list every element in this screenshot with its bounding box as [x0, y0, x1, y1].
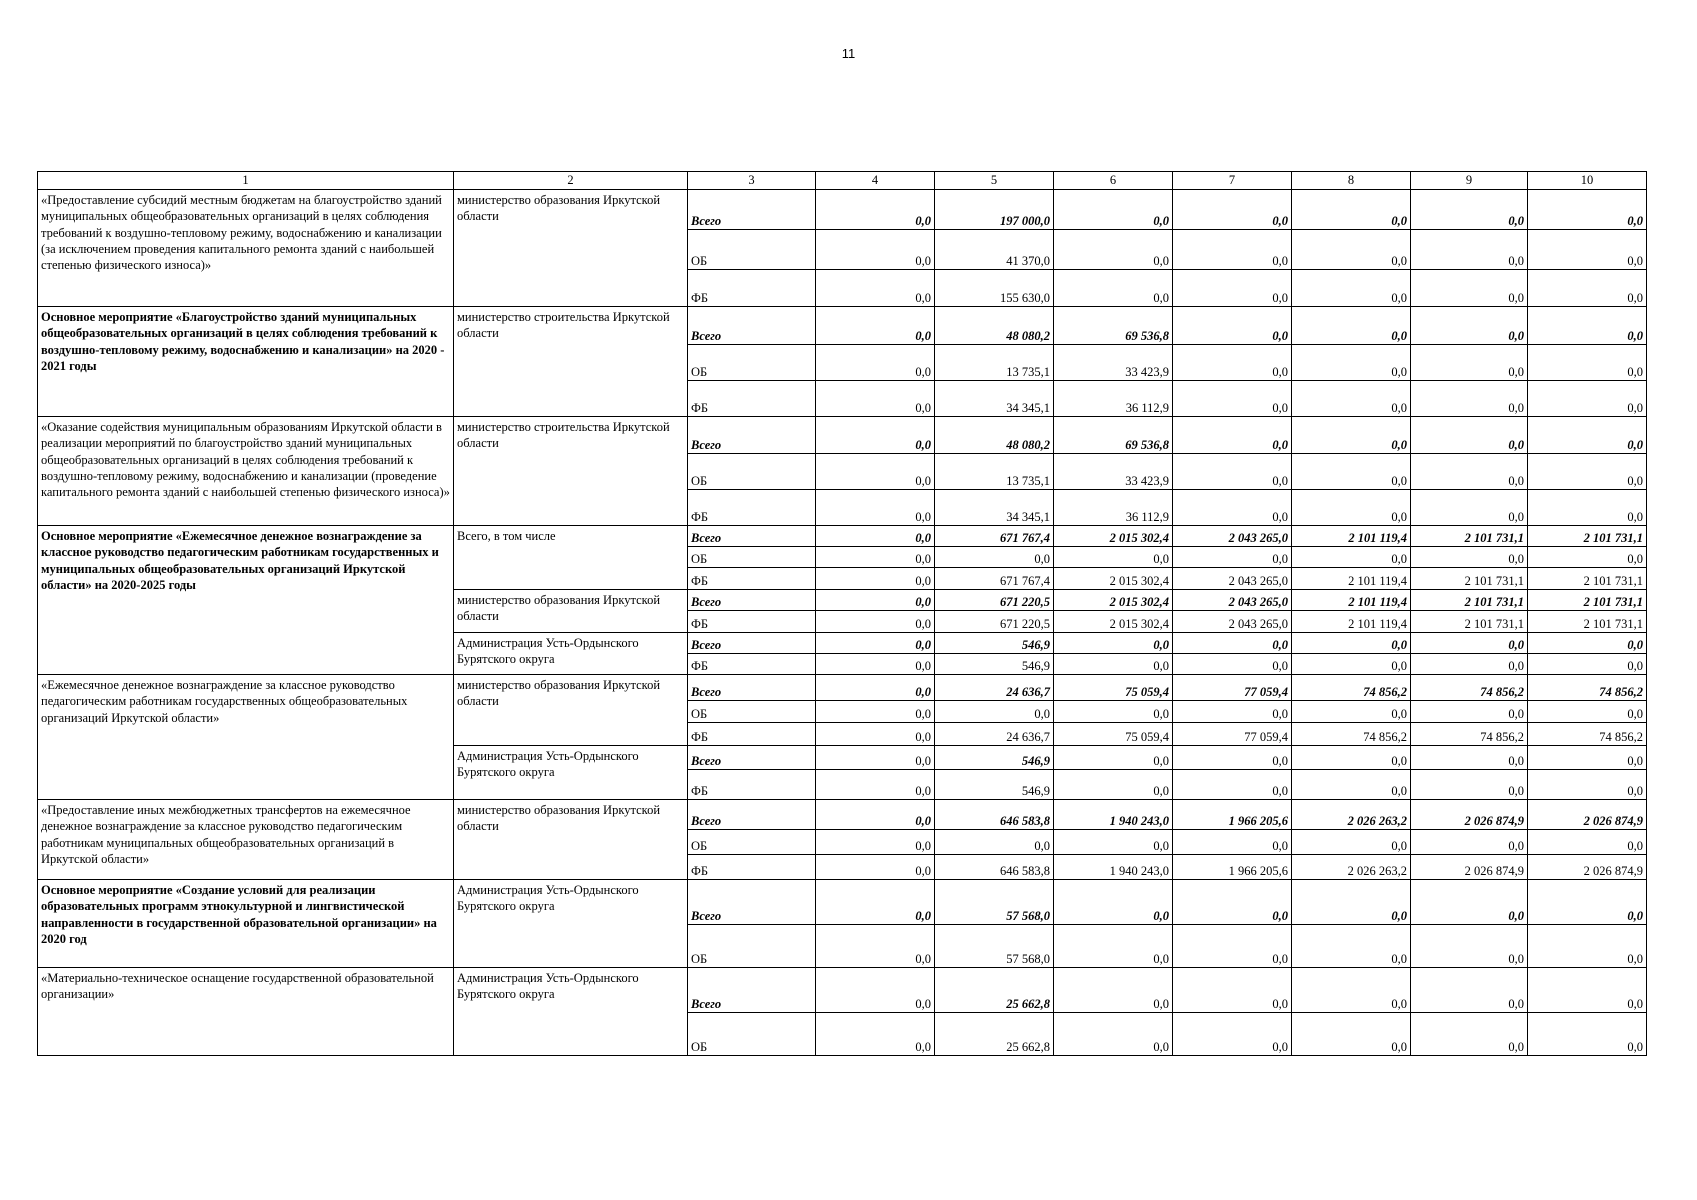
- amount-cell: 2 026 263,2: [1292, 855, 1411, 880]
- funding-source: Всего: [688, 526, 816, 547]
- amount-cell: 197 000,0: [935, 190, 1054, 230]
- measure-name: «Предоставление иных межбюджетных трансфертов на ежемесячное денежное вознаграждение за классное руководство педагогическим работникам муниципальных общеобразовательных организаций в Иркутской области»: [38, 800, 454, 880]
- amount-cell: 0,0: [1054, 547, 1173, 568]
- amount-cell: 2 101 119,4: [1292, 568, 1411, 590]
- amount-cell: 671 767,4: [935, 526, 1054, 547]
- table-row: [38, 675, 1647, 701]
- amount-cell: 2 101 731,1: [1528, 568, 1647, 590]
- funding-source: Всего: [688, 307, 816, 345]
- amount-cell: 2 101 119,4: [1292, 526, 1411, 547]
- amount-cell: 0,0: [1411, 746, 1528, 770]
- table-row: [38, 190, 1647, 230]
- amount-cell: 24 636,7: [935, 675, 1054, 701]
- amount-cell: 13 735,1: [935, 345, 1054, 381]
- amount-cell: 0,0: [1173, 654, 1292, 675]
- amount-cell: 0,0: [1528, 1013, 1647, 1056]
- funding-source: ОБ: [688, 547, 816, 568]
- amount-cell: 0,0: [935, 547, 1054, 568]
- executor-name: министерство строительства Иркутской области: [454, 417, 688, 526]
- measure-name: Основное мероприятие «Благоустройство зданий муниципальных общеобразовательных организаций в целях соблюдения требований к воздушно-тепловому режиму, водоснабжению и канализации» на 2020 - 2021 годы: [38, 307, 454, 417]
- funding-source: ОБ: [688, 925, 816, 968]
- amount-cell: 0,0: [1173, 830, 1292, 855]
- amount-cell: 0,0: [1054, 190, 1173, 230]
- amount-cell: 13 735,1: [935, 454, 1054, 490]
- amount-cell: 74 856,2: [1292, 675, 1411, 701]
- amount-cell: 0,0: [1411, 307, 1528, 345]
- amount-cell: 0,0: [1411, 925, 1528, 968]
- measure-name: «Оказание содействия муниципальным образованиям Иркутской области в реализации мероприятий по благоустройство зданий муниципальных общеобразовательных организаций в целях соблюдения требований к воздушно-тепловому режиму, водоснабжению и канализации (проведение капитального ремонта зданий с наибольшей степенью физического износа)»: [38, 417, 454, 526]
- amount-cell: 0,0: [816, 1013, 935, 1056]
- funding-source: ОБ: [688, 230, 816, 270]
- amount-cell: 0,0: [816, 547, 935, 568]
- amount-cell: 0,0: [1528, 454, 1647, 490]
- amount-cell: 0,0: [816, 675, 935, 701]
- amount-cell: 0,0: [1528, 345, 1647, 381]
- amount-cell: 0,0: [816, 968, 935, 1013]
- amount-cell: 0,0: [816, 633, 935, 654]
- amount-cell: 2 101 731,1: [1528, 526, 1647, 547]
- amount-cell: 0,0: [816, 611, 935, 633]
- amount-cell: 57 568,0: [935, 880, 1054, 925]
- amount-cell: 2 101 119,4: [1292, 611, 1411, 633]
- column-header: 8: [1292, 172, 1411, 190]
- amount-cell: 0,0: [1411, 490, 1528, 526]
- amount-cell: 0,0: [1173, 381, 1292, 417]
- amount-cell: 0,0: [1528, 633, 1647, 654]
- amount-cell: 0,0: [816, 800, 935, 830]
- funding-source: Всего: [688, 675, 816, 701]
- amount-cell: 0,0: [816, 490, 935, 526]
- amount-cell: 0,0: [935, 701, 1054, 723]
- amount-cell: 74 856,2: [1528, 675, 1647, 701]
- table-row: [38, 526, 1647, 547]
- amount-cell: 0,0: [816, 855, 935, 880]
- amount-cell: 0,0: [1292, 381, 1411, 417]
- amount-cell: 0,0: [1528, 654, 1647, 675]
- amount-cell: 0,0: [1054, 770, 1173, 800]
- amount-cell: 77 059,4: [1173, 723, 1292, 746]
- amount-cell: 0,0: [1411, 417, 1528, 454]
- amount-cell: 0,0: [1173, 345, 1292, 381]
- amount-cell: 0,0: [1528, 746, 1647, 770]
- executor-name: Администрация Усть-Ордынского Бурятского округа: [454, 880, 688, 968]
- amount-cell: 0,0: [1054, 654, 1173, 675]
- amount-cell: 0,0: [816, 880, 935, 925]
- amount-cell: 36 112,9: [1054, 490, 1173, 526]
- amount-cell: 69 536,8: [1054, 307, 1173, 345]
- amount-cell: 24 636,7: [935, 723, 1054, 746]
- amount-cell: 0,0: [816, 723, 935, 746]
- amount-cell: 0,0: [1054, 270, 1173, 307]
- amount-cell: 2 015 302,4: [1054, 526, 1173, 547]
- amount-cell: 0,0: [1292, 454, 1411, 490]
- amount-cell: 75 059,4: [1054, 675, 1173, 701]
- amount-cell: 0,0: [1173, 1013, 1292, 1056]
- measure-name: Основное мероприятие «Ежемесячное денежное вознаграждение за классное руководство педагогическим работникам государственных и муниципальных общеобразовательных организаций Иркутской области» на 2020-2025 годы: [38, 526, 454, 675]
- amount-cell: 2 101 731,1: [1411, 568, 1528, 590]
- amount-cell: 0,0: [1411, 880, 1528, 925]
- funding-source: Всего: [688, 800, 816, 830]
- amount-cell: 2 026 874,9: [1528, 855, 1647, 880]
- amount-cell: 0,0: [1292, 230, 1411, 270]
- executor-name: министерство образования Иркутской области: [454, 190, 688, 307]
- funding-source: ОБ: [688, 454, 816, 490]
- amount-cell: 0,0: [1173, 968, 1292, 1013]
- amount-cell: 25 662,8: [935, 968, 1054, 1013]
- funding-source: Всего: [688, 880, 816, 925]
- amount-cell: 0,0: [1292, 968, 1411, 1013]
- amount-cell: 77 059,4: [1173, 675, 1292, 701]
- table-row: [38, 417, 1647, 454]
- amount-cell: 1 966 205,6: [1173, 855, 1292, 880]
- amount-cell: 646 583,8: [935, 800, 1054, 830]
- table-row: [38, 307, 1647, 345]
- executor-name: Администрация Усть-Ордынского Бурятского округа: [454, 633, 688, 675]
- page-number: 11: [841, 46, 856, 61]
- amount-cell: 0,0: [816, 190, 935, 230]
- amount-cell: 0,0: [1411, 345, 1528, 381]
- executor-name: министерство образования Иркутской области: [454, 675, 688, 746]
- amount-cell: 0,0: [1173, 307, 1292, 345]
- amount-cell: 155 630,0: [935, 270, 1054, 307]
- amount-cell: 75 059,4: [1054, 723, 1173, 746]
- amount-cell: 0,0: [816, 568, 935, 590]
- amount-cell: 0,0: [1411, 1013, 1528, 1056]
- amount-cell: 74 856,2: [1292, 723, 1411, 746]
- column-header: 9: [1411, 172, 1528, 190]
- amount-cell: 0,0: [1528, 307, 1647, 345]
- amount-cell: 0,0: [1292, 830, 1411, 855]
- amount-cell: 0,0: [816, 654, 935, 675]
- measure-name: «Ежемесячное денежное вознаграждение за классное руководство педагогическим работникам государственных общеобразовательных организаций Иркутской области»: [38, 675, 454, 800]
- amount-cell: 0,0: [816, 925, 935, 968]
- amount-cell: 0,0: [1411, 230, 1528, 270]
- amount-cell: 2 101 731,1: [1411, 590, 1528, 611]
- amount-cell: 1 966 205,6: [1173, 800, 1292, 830]
- amount-cell: 0,0: [1528, 770, 1647, 800]
- funding-source: ФБ: [688, 490, 816, 526]
- amount-cell: 0,0: [1292, 701, 1411, 723]
- executor-name: Всего, в том числе: [454, 526, 688, 590]
- amount-cell: 0,0: [1173, 925, 1292, 968]
- amount-cell: 0,0: [1411, 190, 1528, 230]
- amount-cell: 0,0: [816, 830, 935, 855]
- amount-cell: 0,0: [816, 270, 935, 307]
- funding-source: Всего: [688, 590, 816, 611]
- amount-cell: 0,0: [1054, 746, 1173, 770]
- table-row: [38, 800, 1647, 830]
- funding-source: Всего: [688, 968, 816, 1013]
- funding-source: ОБ: [688, 345, 816, 381]
- amount-cell: 0,0: [1528, 547, 1647, 568]
- amount-cell: 0,0: [1528, 701, 1647, 723]
- table-row: [38, 880, 1647, 925]
- amount-cell: 0,0: [816, 770, 935, 800]
- amount-cell: 2 026 874,9: [1528, 800, 1647, 830]
- amount-cell: 671 220,5: [935, 590, 1054, 611]
- amount-cell: 0,0: [1411, 633, 1528, 654]
- executor-name: министерство строительства Иркутской области: [454, 307, 688, 417]
- amount-cell: 0,0: [1528, 925, 1647, 968]
- executor-name: Администрация Усть-Ордынского Бурятского округа: [454, 968, 688, 1056]
- amount-cell: 0,0: [1054, 830, 1173, 855]
- table-row: [38, 968, 1647, 1013]
- amount-cell: 0,0: [1292, 880, 1411, 925]
- amount-cell: 0,0: [1528, 830, 1647, 855]
- amount-cell: 0,0: [1292, 770, 1411, 800]
- amount-cell: 48 080,2: [935, 417, 1054, 454]
- amount-cell: 48 080,2: [935, 307, 1054, 345]
- funding-source: ФБ: [688, 270, 816, 307]
- executor-name: министерство образования Иркутской области: [454, 800, 688, 880]
- amount-cell: 57 568,0: [935, 925, 1054, 968]
- measure-name: Основное мероприятие «Создание условий для реализации образовательных программ этнокультурной и лингвистической направленности в государственной образовательной организации» на 2020 год: [38, 880, 454, 968]
- amount-cell: 1 940 243,0: [1054, 800, 1173, 830]
- amount-cell: 0,0: [816, 417, 935, 454]
- funding-source: ФБ: [688, 568, 816, 590]
- amount-cell: 0,0: [1292, 746, 1411, 770]
- amount-cell: 41 370,0: [935, 230, 1054, 270]
- amount-cell: 0,0: [1173, 190, 1292, 230]
- amount-cell: 0,0: [816, 526, 935, 547]
- funding-source: ФБ: [688, 654, 816, 675]
- amount-cell: 0,0: [816, 590, 935, 611]
- amount-cell: 74 856,2: [1528, 723, 1647, 746]
- amount-cell: 2 101 119,4: [1292, 590, 1411, 611]
- amount-cell: 0,0: [1528, 417, 1647, 454]
- funding-source: Всего: [688, 417, 816, 454]
- amount-cell: 546,9: [935, 746, 1054, 770]
- amount-cell: 0,0: [1528, 880, 1647, 925]
- column-header: 2: [454, 172, 688, 190]
- amount-cell: 33 423,9: [1054, 345, 1173, 381]
- amount-cell: 25 662,8: [935, 1013, 1054, 1056]
- amount-cell: 0,0: [1054, 880, 1173, 925]
- amount-cell: 0,0: [1173, 746, 1292, 770]
- amount-cell: 33 423,9: [1054, 454, 1173, 490]
- amount-cell: 0,0: [1411, 830, 1528, 855]
- amount-cell: 2 043 265,0: [1173, 526, 1292, 547]
- amount-cell: 0,0: [1173, 701, 1292, 723]
- column-header: 6: [1054, 172, 1173, 190]
- amount-cell: 0,0: [1411, 381, 1528, 417]
- amount-cell: 0,0: [1054, 633, 1173, 654]
- amount-cell: 0,0: [1054, 701, 1173, 723]
- amount-cell: 0,0: [1528, 190, 1647, 230]
- amount-cell: 0,0: [1292, 654, 1411, 675]
- funding-source: ФБ: [688, 855, 816, 880]
- column-header: 5: [935, 172, 1054, 190]
- funding-source: ОБ: [688, 830, 816, 855]
- amount-cell: 0,0: [1411, 270, 1528, 307]
- amount-cell: 646 583,8: [935, 855, 1054, 880]
- amount-cell: 0,0: [1054, 230, 1173, 270]
- funding-source: ФБ: [688, 381, 816, 417]
- amount-cell: 2 101 731,1: [1411, 611, 1528, 633]
- amount-cell: 34 345,1: [935, 381, 1054, 417]
- amount-cell: 0,0: [1054, 1013, 1173, 1056]
- amount-cell: 546,9: [935, 770, 1054, 800]
- amount-cell: 0,0: [1054, 925, 1173, 968]
- amount-cell: 2 015 302,4: [1054, 611, 1173, 633]
- amount-cell: 2 015 302,4: [1054, 568, 1173, 590]
- amount-cell: 0,0: [1173, 270, 1292, 307]
- amount-cell: 2 101 731,1: [1411, 526, 1528, 547]
- amount-cell: 0,0: [1292, 270, 1411, 307]
- amount-cell: 0,0: [1528, 490, 1647, 526]
- amount-cell: 0,0: [816, 381, 935, 417]
- amount-cell: 74 856,2: [1411, 675, 1528, 701]
- funding-source: Всего: [688, 633, 816, 654]
- amount-cell: 2 101 731,1: [1528, 590, 1647, 611]
- amount-cell: 0,0: [1292, 547, 1411, 568]
- amount-cell: 36 112,9: [1054, 381, 1173, 417]
- amount-cell: 0,0: [1173, 230, 1292, 270]
- amount-cell: 0,0: [1292, 633, 1411, 654]
- column-header: 10: [1528, 172, 1647, 190]
- column-number-row: [38, 172, 1647, 190]
- amount-cell: 546,9: [935, 654, 1054, 675]
- amount-cell: 0,0: [1173, 880, 1292, 925]
- amount-cell: 671 220,5: [935, 611, 1054, 633]
- amount-cell: 2 026 874,9: [1411, 855, 1528, 880]
- funding-source: Всего: [688, 190, 816, 230]
- amount-cell: 0,0: [816, 230, 935, 270]
- amount-cell: 0,0: [1292, 925, 1411, 968]
- amount-cell: 0,0: [1292, 1013, 1411, 1056]
- amount-cell: 0,0: [1173, 490, 1292, 526]
- amount-cell: 0,0: [1292, 190, 1411, 230]
- measure-name: «Предоставление субсидий местным бюджетам на благоустройство зданий муниципальных общеобразовательных организаций в целях соблюдения требований к воздушно-тепловому режиму, водоснабжению и канализации (за исключением проведения капитального ремонта зданий с наибольшей степенью физического износа)»: [38, 190, 454, 307]
- amount-cell: 2 026 263,2: [1292, 800, 1411, 830]
- funding-source: ФБ: [688, 770, 816, 800]
- amount-cell: 0,0: [816, 345, 935, 381]
- amount-cell: 34 345,1: [935, 490, 1054, 526]
- column-header: 3: [688, 172, 816, 190]
- amount-cell: 0,0: [1173, 547, 1292, 568]
- amount-cell: 0,0: [816, 454, 935, 490]
- amount-cell: 0,0: [816, 701, 935, 723]
- amount-cell: 0,0: [1528, 381, 1647, 417]
- amount-cell: 2 101 731,1: [1528, 611, 1647, 633]
- amount-cell: 0,0: [816, 307, 935, 345]
- funding-source: Всего: [688, 746, 816, 770]
- amount-cell: 0,0: [1173, 454, 1292, 490]
- amount-cell: 0,0: [1411, 654, 1528, 675]
- amount-cell: 2 043 265,0: [1173, 611, 1292, 633]
- budget-table: [37, 171, 1647, 1056]
- amount-cell: 0,0: [1173, 417, 1292, 454]
- column-header: 4: [816, 172, 935, 190]
- amount-cell: 0,0: [1292, 345, 1411, 381]
- amount-cell: 1 940 243,0: [1054, 855, 1173, 880]
- column-header: 1: [38, 172, 454, 190]
- amount-cell: 0,0: [1411, 547, 1528, 568]
- amount-cell: 0,0: [1411, 968, 1528, 1013]
- amount-cell: 0,0: [1411, 770, 1528, 800]
- amount-cell: 0,0: [1173, 633, 1292, 654]
- amount-cell: 0,0: [1292, 307, 1411, 345]
- table-body: [38, 190, 1647, 1056]
- amount-cell: 0,0: [1528, 968, 1647, 1013]
- executor-name: министерство образования Иркутской области: [454, 590, 688, 633]
- amount-cell: 0,0: [935, 830, 1054, 855]
- amount-cell: 0,0: [816, 746, 935, 770]
- amount-cell: 0,0: [1528, 270, 1647, 307]
- funding-source: ФБ: [688, 723, 816, 746]
- amount-cell: 2 043 265,0: [1173, 590, 1292, 611]
- amount-cell: 546,9: [935, 633, 1054, 654]
- measure-name: «Материально-техническое оснащение государственной образовательной организации»: [38, 968, 454, 1056]
- amount-cell: 0,0: [1528, 230, 1647, 270]
- amount-cell: 2 015 302,4: [1054, 590, 1173, 611]
- amount-cell: 0,0: [1054, 968, 1173, 1013]
- amount-cell: 2 026 874,9: [1411, 800, 1528, 830]
- executor-name: Администрация Усть-Ордынского Бурятского округа: [454, 746, 688, 800]
- amount-cell: 69 536,8: [1054, 417, 1173, 454]
- column-header: 7: [1173, 172, 1292, 190]
- funding-source: ОБ: [688, 701, 816, 723]
- amount-cell: 0,0: [1292, 490, 1411, 526]
- amount-cell: 0,0: [1173, 770, 1292, 800]
- funding-source: ОБ: [688, 1013, 816, 1056]
- amount-cell: 0,0: [1411, 454, 1528, 490]
- amount-cell: 0,0: [1292, 417, 1411, 454]
- funding-source: ФБ: [688, 611, 816, 633]
- amount-cell: 0,0: [1411, 701, 1528, 723]
- amount-cell: 671 767,4: [935, 568, 1054, 590]
- amount-cell: 74 856,2: [1411, 723, 1528, 746]
- amount-cell: 2 043 265,0: [1173, 568, 1292, 590]
